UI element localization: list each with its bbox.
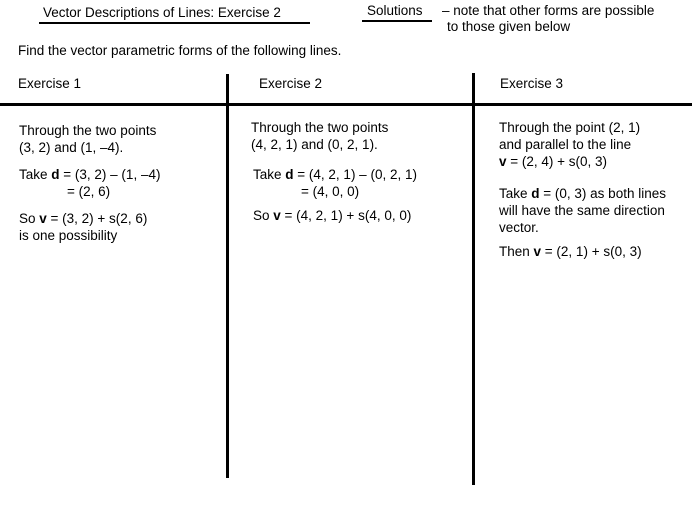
take-expression: = (3, 2) – (1, –4) <box>59 167 161 182</box>
take-line <box>499 185 666 202</box>
page-title: Vector Descriptions of Lines: Exercise 2 <box>43 5 281 20</box>
so-expression: = (4, 2, 1) + s(4, 0, 0) <box>280 208 412 223</box>
column-divider-1 <box>226 74 229 478</box>
then-line <box>499 243 666 260</box>
vector-v: v <box>499 154 507 169</box>
column-divider-2 <box>472 73 475 485</box>
given-line-expression: = (2, 4) + s(0, 3) <box>506 154 608 169</box>
problem-line: Through the two points <box>19 123 157 138</box>
exercise-1-heading: Exercise 1 <box>18 76 82 91</box>
take-line-3: vector. <box>499 220 539 235</box>
instruction-text: Find the vector parametric forms of the following lines. <box>18 43 342 58</box>
problem-line: (3, 2) and (1, –4). <box>19 140 124 155</box>
vector-v: v <box>39 211 47 226</box>
take-line-2: will have the same direction <box>499 203 665 218</box>
problem-line: and parallel to the line <box>499 137 632 152</box>
vector-d: d <box>51 167 60 182</box>
problem-line: Through the point (2, 1) <box>499 120 641 135</box>
take-prefix: Take <box>19 167 52 182</box>
so-line <box>19 210 160 227</box>
so-prefix: So <box>19 211 40 226</box>
take-result: = (4, 0, 0) <box>301 184 360 199</box>
vector-d: d <box>285 167 294 182</box>
so-prefix: So <box>253 208 274 223</box>
take-expression: = (0, 3) as both lines <box>539 186 666 201</box>
exercise-2-solution <box>251 119 417 224</box>
then-prefix: Then <box>499 244 534 259</box>
take-expression: = (4, 2, 1) – (0, 2, 1) <box>293 167 417 182</box>
solutions-label: Solutions <box>367 3 423 18</box>
take-prefix: Take <box>499 186 532 201</box>
take-prefix: Take <box>253 167 286 182</box>
note-line-2: to those given below <box>447 19 571 34</box>
exercise-2-heading: Exercise 2 <box>259 76 323 91</box>
so-expression: = (3, 2) + s(2, 6) <box>46 211 148 226</box>
solutions-underline <box>362 20 432 22</box>
so-note: is one possibility <box>19 228 118 243</box>
note-line-1: – note that other forms are possible <box>442 3 655 18</box>
exercise-1-solution <box>19 122 160 244</box>
problem-line: Through the two points <box>251 120 389 135</box>
take-line <box>251 166 417 183</box>
exercise-3-heading: Exercise 3 <box>500 76 564 91</box>
exercise-3-solution <box>499 119 666 260</box>
title-underline <box>39 22 310 24</box>
vector-d: d <box>531 186 540 201</box>
so-line <box>251 207 417 224</box>
vector-v: v <box>533 244 542 259</box>
take-line <box>19 166 160 183</box>
then-expression: = (2, 1) + s(0, 3) <box>541 244 642 259</box>
header-rule <box>0 103 692 106</box>
take-result: = (2, 6) <box>67 184 111 199</box>
problem-line: (4, 2, 1) and (0, 2, 1). <box>251 137 378 152</box>
vector-v: v <box>273 208 281 223</box>
given-line <box>499 153 666 170</box>
